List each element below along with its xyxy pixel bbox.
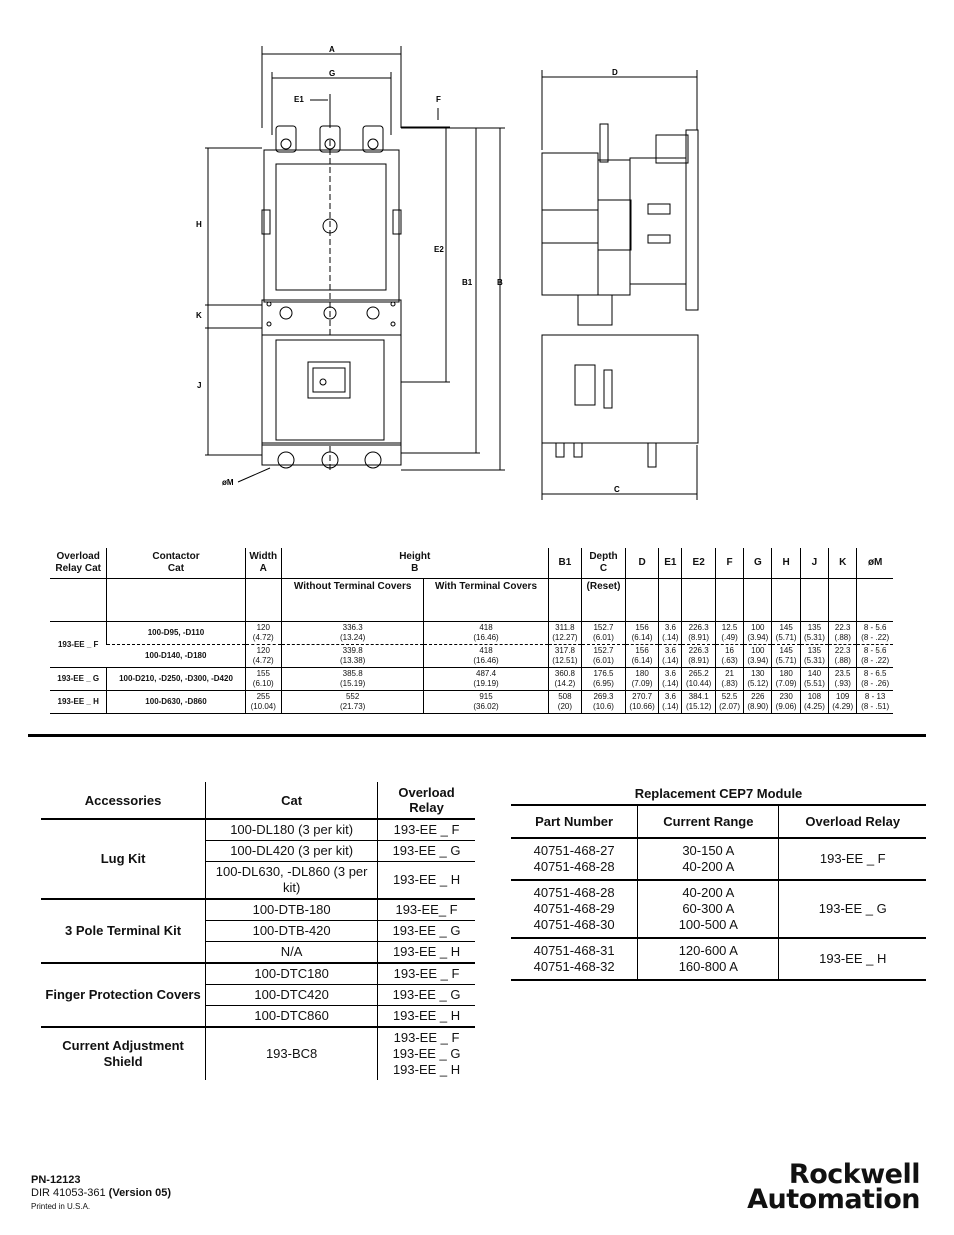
overload-relay-cell: 193-EE _ G <box>779 880 926 938</box>
dimension-value-cell: 339.8 (13.38) <box>281 645 424 668</box>
dimension-value-cell: 265.2 (10.44) <box>682 668 716 691</box>
accessory-relay: 193-EE _ H <box>378 942 475 964</box>
contactor-cat-cell: 100-D210, -D250, -D300, -D420 <box>107 668 245 691</box>
contactor-cat-cell: 100-D95, -D110 <box>107 622 245 645</box>
overload-relay-cell: 193-EE _ H <box>779 938 926 980</box>
col-header-overload-relay: Overload Relay Cat <box>55 551 101 574</box>
part-number-cell: 40751-468-31 40751-468-32 <box>511 938 638 980</box>
dimension-value-cell: 180 (7.09) <box>625 668 659 691</box>
dim-label-J: J <box>197 381 202 390</box>
contactor-cat-cell: 100-D630, -D860 <box>107 691 245 714</box>
dimension-value-cell: 145 (5.71) <box>772 645 800 668</box>
accessory-name: Current Adjustment Shield <box>41 1027 206 1080</box>
dimension-value-cell: 8 - 5.6 (8 - .22) <box>857 622 893 645</box>
dimension-value-cell: 100 (3.94) <box>744 645 772 668</box>
acc-header-accessories: Accessories <box>41 782 206 819</box>
accessory-cat: N/A <box>206 942 378 964</box>
rep-header-part: Part Number <box>511 805 638 838</box>
section-divider <box>28 734 926 737</box>
dimension-value-cell: 3.6 (.14) <box>659 668 682 691</box>
accessory-relay: 193-EE _ F 193-EE _ G 193-EE _ H <box>378 1027 475 1080</box>
dimension-value-cell: 152.7 (6.01) <box>582 645 626 668</box>
acc-header-overload: Overload Relay <box>378 782 475 819</box>
front-view-drawing <box>205 46 505 482</box>
dimension-value-cell: 336.3 (13.24) <box>281 622 424 645</box>
dimensions-table <box>50 548 893 714</box>
dimension-value-cell: 120 (4.72) <box>245 622 281 645</box>
table-row <box>41 963 475 985</box>
dimension-value-cell: 176.5 (6.95) <box>582 668 626 691</box>
overload-relay-cell: 193-EE _ F <box>779 838 926 880</box>
relay-cat-cell: 193-EE _ G <box>50 668 107 691</box>
relay-cat-cell: 193-EE _ H <box>50 691 107 714</box>
col-header-g: G <box>744 548 772 579</box>
dimension-value-cell: 109 (4.29) <box>829 691 857 714</box>
accessory-name: Finger Protection Covers <box>41 963 206 1027</box>
dimension-value-cell: 52.5 (2.07) <box>715 691 743 714</box>
col-header-e2: E2 <box>682 548 716 579</box>
accessory-cat: 100-DTB-420 <box>206 921 378 942</box>
dim-label-A: A <box>329 45 335 54</box>
dim-label-C: C <box>614 485 620 494</box>
dim-label-oM: øM <box>222 478 234 487</box>
dimension-value-cell: 156 (6.14) <box>625 622 659 645</box>
dimension-value-cell: 360.8 (14.2) <box>548 668 582 691</box>
col-header-height: Height B <box>281 548 548 579</box>
dimension-value-cell: 3.6 (.14) <box>659 691 682 714</box>
contactor-cat-cell: 100-D140, -D180 <box>107 645 245 668</box>
rockwell-automation-logo: Rockwell Automation <box>747 1159 920 1215</box>
replacement-table <box>511 804 926 981</box>
accessory-relay: 193-EE _ H <box>378 1006 475 1028</box>
accessory-relay: 193-EE _ G <box>378 921 475 942</box>
footer <box>31 1174 171 1213</box>
accessory-cat: 100-DL630, -DL860 (3 per kit) <box>206 862 378 900</box>
dim-label-D: D <box>612 68 618 77</box>
dimension-value-cell: 23.5 (.93) <box>829 668 857 691</box>
table-row <box>41 899 475 921</box>
col-header-k: K <box>829 548 857 579</box>
dimension-value-cell: 3.6 (.14) <box>659 622 682 645</box>
dimension-value-cell: 915 (36.02) <box>424 691 548 714</box>
accessory-cat: 100-DTC860 <box>206 1006 378 1028</box>
dim-label-H: H <box>196 220 202 229</box>
dimension-value-cell: 155 (6.10) <box>245 668 281 691</box>
table-row <box>511 938 926 980</box>
accessory-relay: 193-EE _ F <box>378 819 475 841</box>
accessory-cat: 100-DTC180 <box>206 963 378 985</box>
dim-label-E1: E1 <box>294 95 304 104</box>
accessory-relay: 193-EE _ H <box>378 862 475 900</box>
accessory-cat: 100-DTC420 <box>206 985 378 1006</box>
table-row <box>41 819 475 841</box>
col-header-e1: E1 <box>659 548 682 579</box>
accessory-cat: 100-DTB-180 <box>206 899 378 921</box>
dimension-value-cell: 135 (5.31) <box>800 622 828 645</box>
accessory-name: 3 Pole Terminal Kit <box>41 899 206 963</box>
table-row <box>41 1027 475 1080</box>
dimension-value-cell: 22.3 (.88) <box>829 622 857 645</box>
accessory-relay: 193-EE _ F <box>378 963 475 985</box>
col-header-j: J <box>800 548 828 579</box>
table-row <box>50 668 893 691</box>
dim-label-E2: E2 <box>434 245 444 254</box>
table-row <box>50 645 893 668</box>
dimension-value-cell: 384.1 (15.12) <box>682 691 716 714</box>
current-range-cell: 40-200 A 60-300 A 100-500 A <box>638 880 779 938</box>
col-header-f: F <box>715 548 743 579</box>
dir-number: DIR 41053-361 (Version 05) <box>31 1187 172 1199</box>
dimension-value-cell: 226.3 (8.91) <box>682 645 716 668</box>
dim-label-F: F <box>436 95 441 104</box>
accessory-relay: 193-EE_ F <box>378 899 475 921</box>
col-header-contactor: Contactor Cat <box>107 548 245 579</box>
accessory-relay: 193-EE _ G <box>378 985 475 1006</box>
dimension-value-cell: 3.6 (.14) <box>659 645 682 668</box>
dimension-value-cell: 156 (6.14) <box>625 645 659 668</box>
accessory-cat: 100-DL420 (3 per kit) <box>206 841 378 862</box>
dim-label-G: G <box>329 69 336 78</box>
col-header-om: øM <box>857 548 893 579</box>
col-header-depth: Depth C <box>582 548 626 579</box>
subheader-without-covers: Without Terminal Covers <box>281 579 424 622</box>
accessory-relay: 193-EE _ G <box>378 841 475 862</box>
dimension-value-cell: 552 (21.73) <box>281 691 424 714</box>
dimension-value-cell: 226 (8.90) <box>744 691 772 714</box>
col-header-h: H <box>772 548 800 579</box>
dimension-value-cell: 8 - 5.6 (8 - .22) <box>857 645 893 668</box>
dimension-value-cell: 226.3 (8.91) <box>682 622 716 645</box>
dimension-value-cell: 180 (7.09) <box>772 668 800 691</box>
side-view-drawing <box>542 70 698 500</box>
table-row <box>50 691 893 714</box>
dimension-value-cell: 100 (3.94) <box>744 622 772 645</box>
dimension-value-cell: 418 (16.46) <box>424 645 548 668</box>
dimension-value-cell: 8 - 13 (8 - .51) <box>857 691 893 714</box>
dimension-value-cell: 255 (10.04) <box>245 691 281 714</box>
accessories-table <box>41 782 475 1080</box>
dim-label-K: K <box>196 311 202 320</box>
dimension-value-cell: 145 (5.71) <box>772 622 800 645</box>
rep-header-range: Current Range <box>638 805 779 838</box>
dimension-value-cell: 12.5 (.49) <box>715 622 743 645</box>
subheader-reset: (Reset) <box>582 579 626 622</box>
dimension-value-cell: 120 (4.72) <box>245 645 281 668</box>
dim-label-B: B <box>497 278 503 287</box>
subheader-with-covers: With Terminal Covers <box>424 579 548 622</box>
dimension-value-cell: 135 (5.31) <box>800 645 828 668</box>
dimension-value-cell: 270.7 (10.66) <box>625 691 659 714</box>
acc-header-cat: Cat <box>206 782 378 819</box>
accessory-cat: 193-BC8 <box>206 1027 378 1080</box>
dimension-drawings <box>0 0 954 530</box>
col-header-width: Width A <box>245 548 281 579</box>
dimension-value-cell: 317.8 (12.51) <box>548 645 582 668</box>
dimension-value-cell: 269.3 (10.6) <box>582 691 626 714</box>
dimension-value-cell: 230 (9.06) <box>772 691 800 714</box>
dimension-value-cell: 508 (20) <box>548 691 582 714</box>
dim-label-B1: B1 <box>462 278 473 287</box>
printed-in: Printed in U.S.A. <box>31 1202 91 1211</box>
dimension-value-cell: 108 (4.25) <box>800 691 828 714</box>
replacement-title: Replacement CEP7 Module <box>634 786 803 801</box>
rep-header-overload: Overload Relay <box>779 805 926 838</box>
accessory-name: Lug Kit <box>41 819 206 899</box>
current-range-cell: 120-600 A 160-800 A <box>638 938 779 980</box>
dimension-value-cell: 311.8 (12.27) <box>548 622 582 645</box>
dimension-value-cell: 8 - 6.5 (8 - .26) <box>857 668 893 691</box>
dimension-value-cell: 385.8 (15.19) <box>281 668 424 691</box>
part-number: PN-12123 <box>31 1174 81 1186</box>
dimension-value-cell: 152.7 (6.01) <box>582 622 626 645</box>
dimension-value-cell: 21 (.83) <box>715 668 743 691</box>
col-header-b1: B1 <box>548 548 582 579</box>
relay-cat-cell: 193-EE _ F <box>50 622 107 668</box>
dimension-value-cell: 16 (.63) <box>715 645 743 668</box>
accessory-cat: 100-DL180 (3 per kit) <box>206 819 378 841</box>
table-row <box>511 838 926 880</box>
dimension-value-cell: 22.3 (.88) <box>829 645 857 668</box>
dimension-value-cell: 487.4 (19.19) <box>424 668 548 691</box>
dimension-value-cell: 140 (5.51) <box>800 668 828 691</box>
table-row <box>511 880 926 938</box>
col-header-d: D <box>625 548 659 579</box>
dimension-value-cell: 130 (5.12) <box>744 668 772 691</box>
table-row <box>50 622 893 645</box>
part-number-cell: 40751-468-28 40751-468-29 40751-468-30 <box>511 880 638 938</box>
current-range-cell: 30-150 A 40-200 A <box>638 838 779 880</box>
dimension-value-cell: 418 (16.46) <box>424 622 548 645</box>
part-number-cell: 40751-468-27 40751-468-28 <box>533 843 615 874</box>
